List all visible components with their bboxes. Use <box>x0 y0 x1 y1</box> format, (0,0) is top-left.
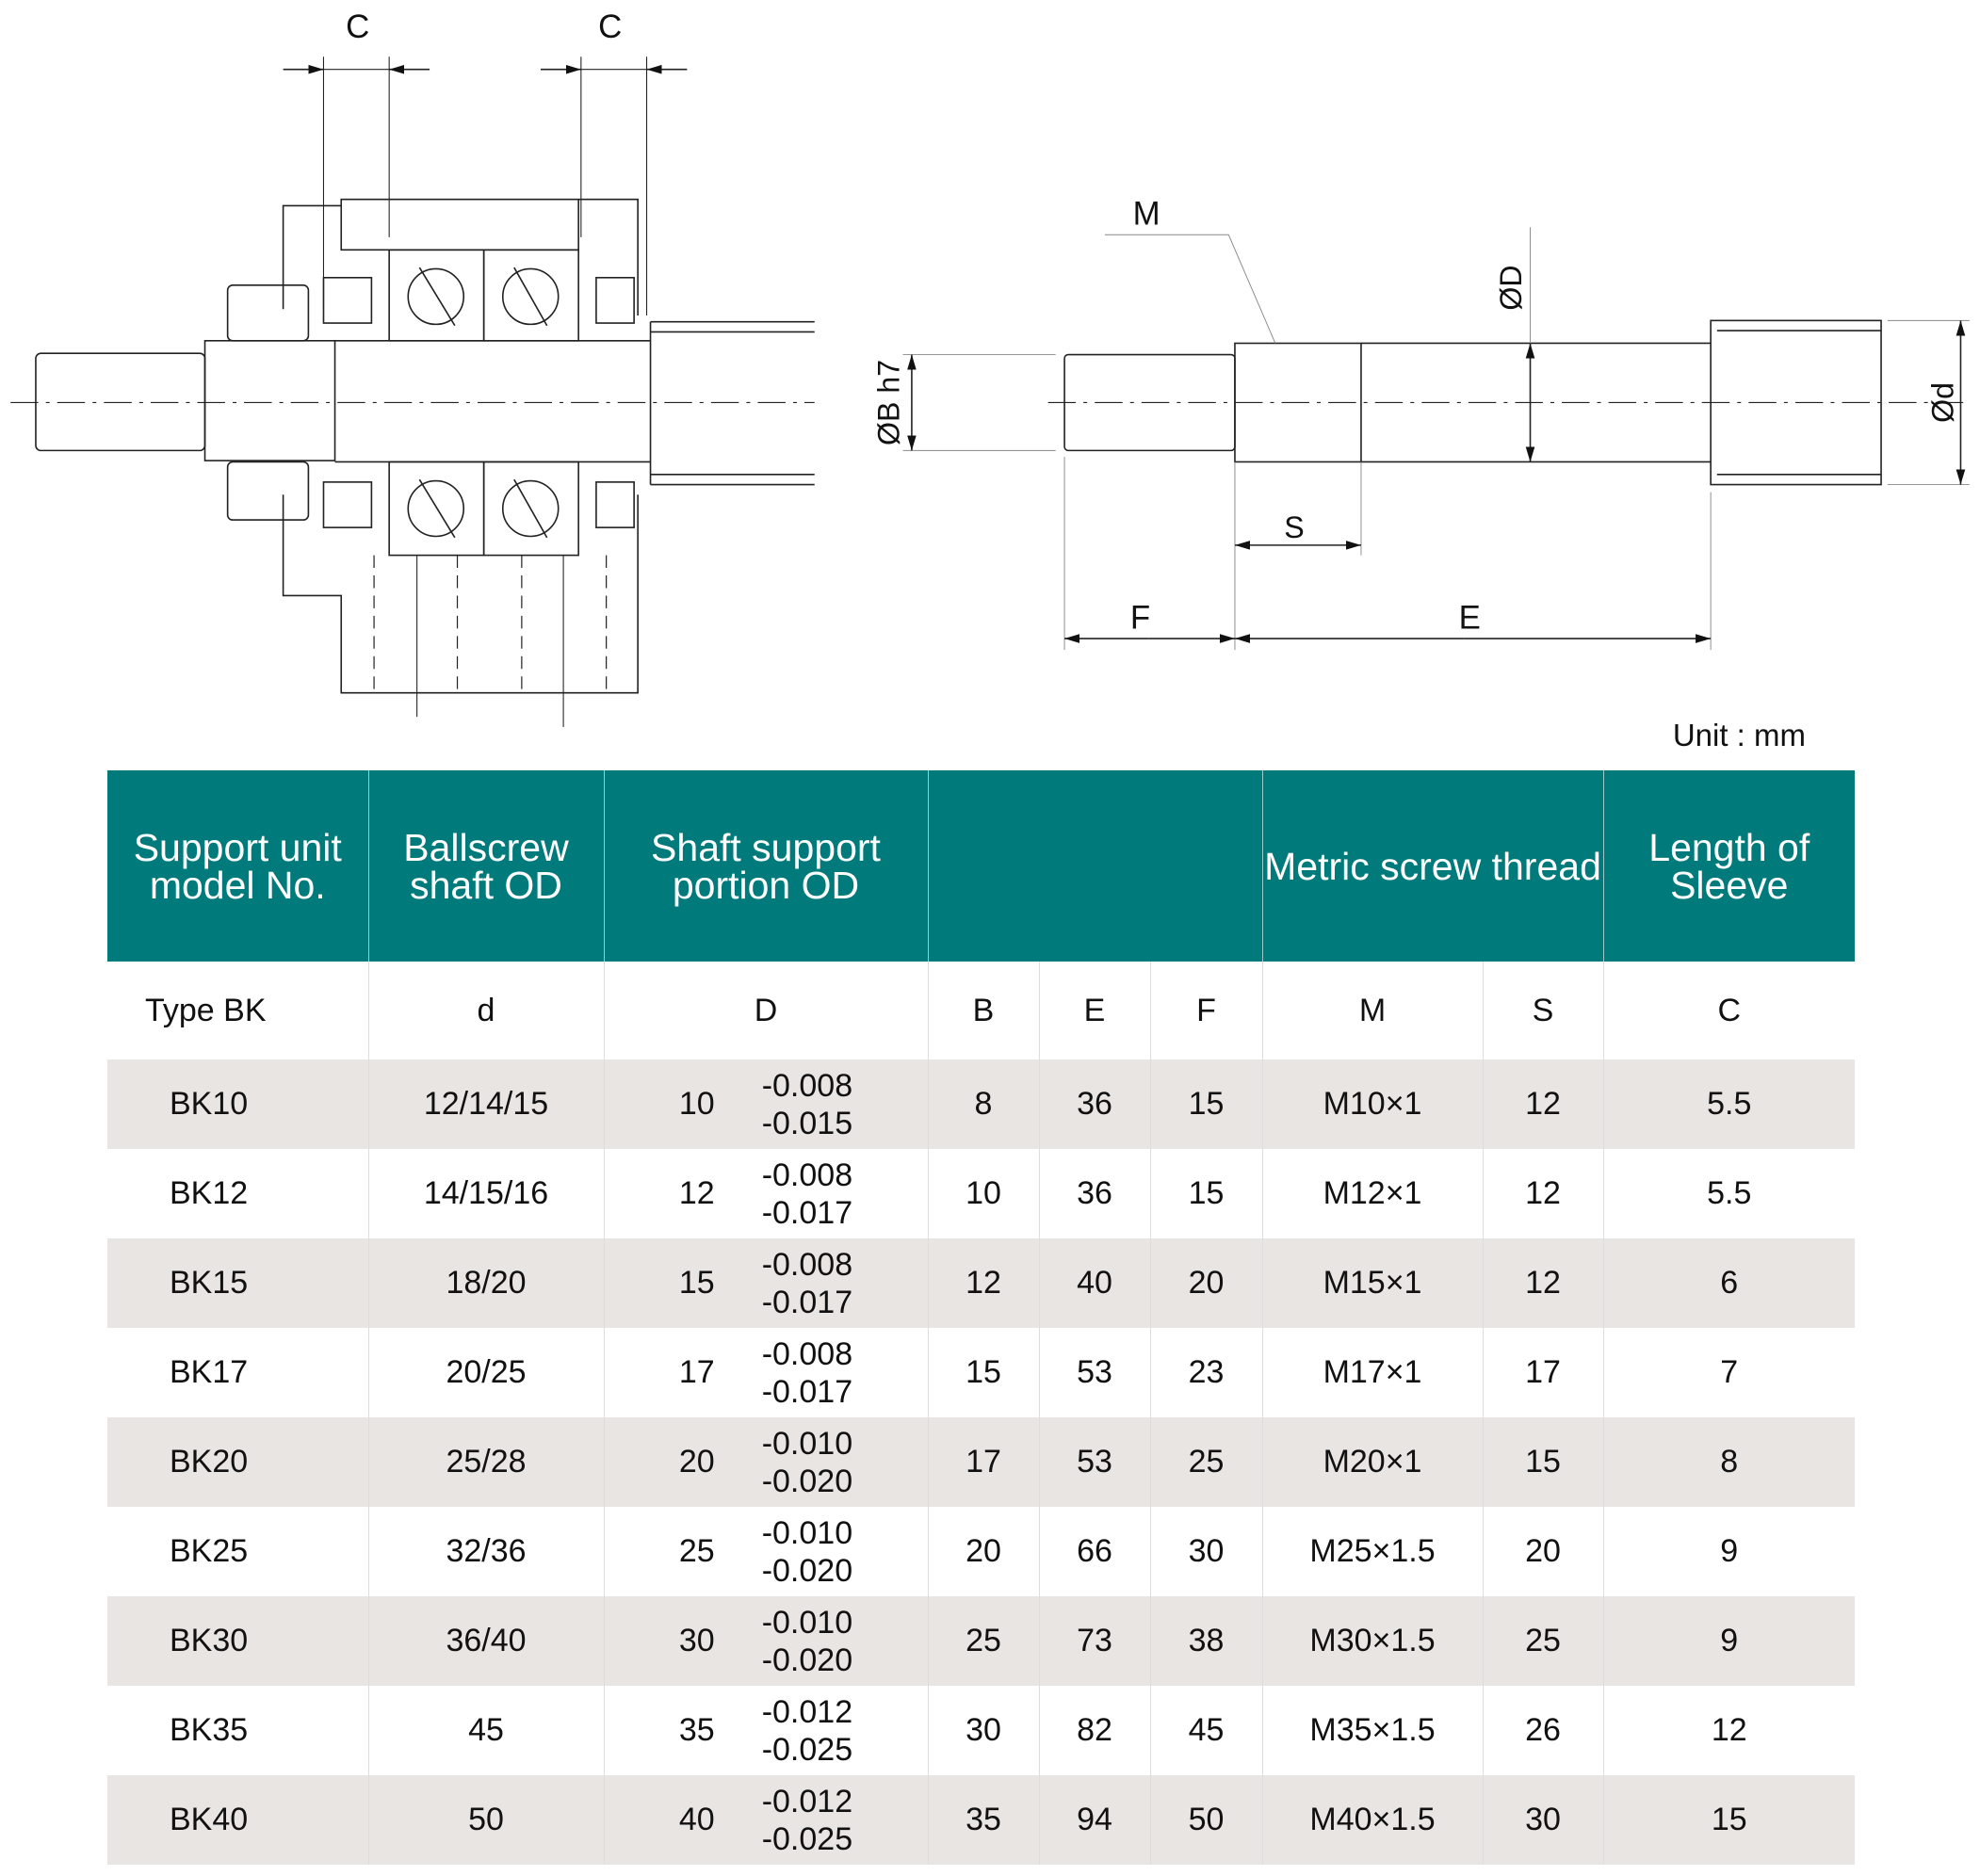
cell-c: 12 <box>1603 1686 1855 1775</box>
dimension-label-f: F <box>1129 599 1151 637</box>
dimension-label-c-right: C <box>598 8 623 46</box>
cell-shaft-od: 18/20 <box>368 1238 604 1328</box>
header-row <box>107 770 1855 962</box>
cell-s: 17 <box>1483 1328 1603 1417</box>
cell-model: BK30 <box>107 1596 368 1686</box>
cell-shaft-od: 32/36 <box>368 1507 604 1596</box>
cell-model: BK40 <box>107 1775 368 1865</box>
cell-c: 9 <box>1603 1507 1855 1596</box>
cell-support-od <box>604 1596 928 1686</box>
cell-c: 7 <box>1603 1328 1855 1417</box>
cell-shaft-od: 12/14/15 <box>368 1059 604 1149</box>
cell-c: 5.5 <box>1603 1059 1855 1149</box>
dimension-label-dia-d-upper: ØD <box>1494 265 1529 311</box>
technical-drawing <box>0 0 1980 757</box>
cell-b: 30 <box>928 1686 1039 1775</box>
cell-support-od <box>604 1328 928 1417</box>
cell-model: BK35 <box>170 1712 249 1748</box>
tolerance-lower: -0.025 <box>761 1731 853 1768</box>
cell-s: 12 <box>1483 1059 1603 1149</box>
header-metric-thread: Metric screw thread <box>1262 770 1603 962</box>
header-shaft-od: Ballscrew shaft OD <box>368 770 604 962</box>
cell-e: 36 <box>1039 1149 1150 1238</box>
cell-shaft-od: 50 <box>368 1775 604 1865</box>
cell-m: M30×1.5 <box>1262 1596 1483 1686</box>
cell-f: 30 <box>1150 1507 1262 1596</box>
cell-support-od <box>604 1238 928 1328</box>
cell-m: M12×1 <box>1262 1149 1483 1238</box>
cell-e: 82 <box>1039 1686 1150 1775</box>
support-unit-section-view <box>10 57 815 727</box>
cell-s: 25 <box>1483 1596 1603 1686</box>
header-support-od: Shaft support portion OD <box>604 770 928 962</box>
tolerance-upper: -0.010 <box>761 1604 853 1641</box>
tolerance-upper: -0.012 <box>761 1693 853 1730</box>
cell-shaft-od: 45 <box>368 1686 604 1775</box>
cell-shaft-od: 20/25 <box>368 1328 604 1417</box>
cell-s: 15 <box>1483 1417 1603 1507</box>
cell-support-od <box>604 1417 928 1507</box>
cell-m: M25×1.5 <box>1262 1507 1483 1596</box>
cell-c: 8 <box>1603 1417 1855 1507</box>
table-row <box>107 1059 1855 1149</box>
tolerance-upper: -0.012 <box>761 1783 853 1819</box>
cell-b: 20 <box>928 1507 1039 1596</box>
cell-f: 25 <box>1150 1417 1262 1507</box>
header-dimensions <box>928 770 1262 962</box>
cell-f: 15 <box>1150 1149 1262 1238</box>
subheader-row <box>107 962 1855 1059</box>
cell-b: 12 <box>928 1238 1039 1328</box>
cell-f: 15 <box>1150 1059 1262 1149</box>
tolerance-lower: -0.017 <box>761 1373 853 1410</box>
cell-e: 36 <box>1039 1059 1150 1149</box>
cell-s: 26 <box>1483 1686 1603 1775</box>
subheader-cell: d <box>368 962 604 1059</box>
cell-model: BK10 <box>107 1059 368 1149</box>
specification-table <box>107 770 1855 1865</box>
cell-model: BK25 <box>170 1533 249 1569</box>
tolerance-upper: -0.008 <box>761 1156 853 1193</box>
support-od-value: 35 <box>678 1712 715 1748</box>
tolerance-upper: -0.008 <box>761 1246 853 1283</box>
cell-m: M20×1 <box>1262 1417 1483 1507</box>
cell-c: 6 <box>1603 1238 1855 1328</box>
cell-shaft-od: 25/28 <box>368 1417 604 1507</box>
dimension-label-c-left: C <box>346 8 370 46</box>
unit-label: Unit : mm <box>1672 718 1806 752</box>
cell-s: 12 <box>1483 1149 1603 1238</box>
support-od-value: 30 <box>678 1623 715 1658</box>
table-row <box>107 1238 1855 1328</box>
subheader-cell: Type BK <box>145 992 267 1028</box>
cell-support-od <box>604 1059 928 1149</box>
cell-support-od <box>604 1149 928 1238</box>
subheader-cell: B <box>928 962 1039 1059</box>
table-row <box>107 1149 1855 1238</box>
tolerance-lower: -0.025 <box>761 1820 853 1857</box>
subheader-cell: C <box>1603 962 1855 1059</box>
cell-e: 53 <box>1039 1328 1150 1417</box>
cell-e: 73 <box>1039 1596 1150 1686</box>
shaft-end-view <box>903 227 1970 650</box>
support-od-value: 40 <box>678 1802 715 1837</box>
table-row <box>107 1686 1855 1775</box>
dimension-label-s: S <box>1284 509 1305 544</box>
cell-s: 30 <box>1483 1775 1603 1865</box>
cell-support-od <box>604 1775 928 1865</box>
cell-m: M35×1.5 <box>1262 1686 1483 1775</box>
subheader-cell: M <box>1262 962 1483 1059</box>
cell-model: BK12 <box>170 1175 249 1211</box>
cell-b: 10 <box>928 1149 1039 1238</box>
cell-support-od <box>604 1686 928 1775</box>
header-model: Support unit model No. <box>107 770 368 962</box>
cell-b: 8 <box>928 1059 1039 1149</box>
cell-f: 45 <box>1150 1686 1262 1775</box>
support-od-value: 17 <box>678 1354 715 1390</box>
cell-m: M40×1.5 <box>1262 1775 1483 1865</box>
cell-m: M15×1 <box>1262 1238 1483 1328</box>
tolerance-upper: -0.008 <box>761 1335 853 1372</box>
support-od-value: 20 <box>678 1444 715 1480</box>
subheader-cell: F <box>1150 962 1262 1059</box>
cell-f: 50 <box>1150 1775 1262 1865</box>
cell-b: 15 <box>928 1328 1039 1417</box>
cell-f: 38 <box>1150 1596 1262 1686</box>
tolerance-lower: -0.020 <box>761 1642 853 1678</box>
cell-model: BK17 <box>170 1354 249 1390</box>
tolerance-lower: -0.020 <box>761 1552 853 1589</box>
cell-f: 23 <box>1150 1328 1262 1417</box>
cell-b: 35 <box>928 1775 1039 1865</box>
subheader-cell: E <box>1039 962 1150 1059</box>
tolerance-upper: -0.010 <box>761 1514 853 1551</box>
cell-model: BK15 <box>107 1238 368 1328</box>
cell-c: 5.5 <box>1603 1149 1855 1238</box>
support-od-value: 12 <box>678 1175 715 1211</box>
table-row <box>107 1775 1855 1865</box>
table-row <box>107 1328 1855 1417</box>
tolerance-upper: -0.008 <box>761 1067 853 1104</box>
support-od-value: 10 <box>678 1086 715 1122</box>
cell-e: 40 <box>1039 1238 1150 1328</box>
cell-model: BK20 <box>107 1417 368 1507</box>
cell-m: M17×1 <box>1262 1328 1483 1417</box>
cell-e: 94 <box>1039 1775 1150 1865</box>
cell-f: 20 <box>1150 1238 1262 1328</box>
cell-m: M10×1 <box>1262 1059 1483 1149</box>
tolerance-lower: -0.015 <box>761 1105 853 1141</box>
tolerance-upper: -0.010 <box>761 1425 853 1462</box>
dimension-label-e: E <box>1458 599 1481 637</box>
support-od-value: 25 <box>678 1533 715 1569</box>
support-od-value: 15 <box>678 1265 715 1301</box>
table-row <box>107 1596 1855 1686</box>
tolerance-lower: -0.017 <box>761 1194 853 1231</box>
subheader-cell: D <box>604 962 928 1059</box>
table-row <box>107 1417 1855 1507</box>
dimension-label-dia-d-lower: Ød <box>1925 382 1960 423</box>
cell-shaft-od: 14/15/16 <box>368 1149 604 1238</box>
cell-shaft-od: 36/40 <box>368 1596 604 1686</box>
cell-b: 25 <box>928 1596 1039 1686</box>
tolerance-lower: -0.017 <box>761 1284 853 1320</box>
cell-support-od <box>604 1507 928 1596</box>
cell-e: 53 <box>1039 1417 1150 1507</box>
dimension-label-dia-b-h7: ØB h7 <box>871 359 906 446</box>
header-sleeve-length: Length of Sleeve <box>1603 770 1855 962</box>
tolerance-lower: -0.020 <box>761 1463 853 1499</box>
cell-b: 17 <box>928 1417 1039 1507</box>
cell-c: 9 <box>1603 1596 1855 1686</box>
cell-s: 12 <box>1483 1238 1603 1328</box>
cell-s: 20 <box>1483 1507 1603 1596</box>
cell-e: 66 <box>1039 1507 1150 1596</box>
dimension-label-m: M <box>1132 195 1160 233</box>
table-row <box>107 1507 1855 1596</box>
cell-c: 15 <box>1603 1775 1855 1865</box>
subheader-cell: S <box>1483 962 1603 1059</box>
